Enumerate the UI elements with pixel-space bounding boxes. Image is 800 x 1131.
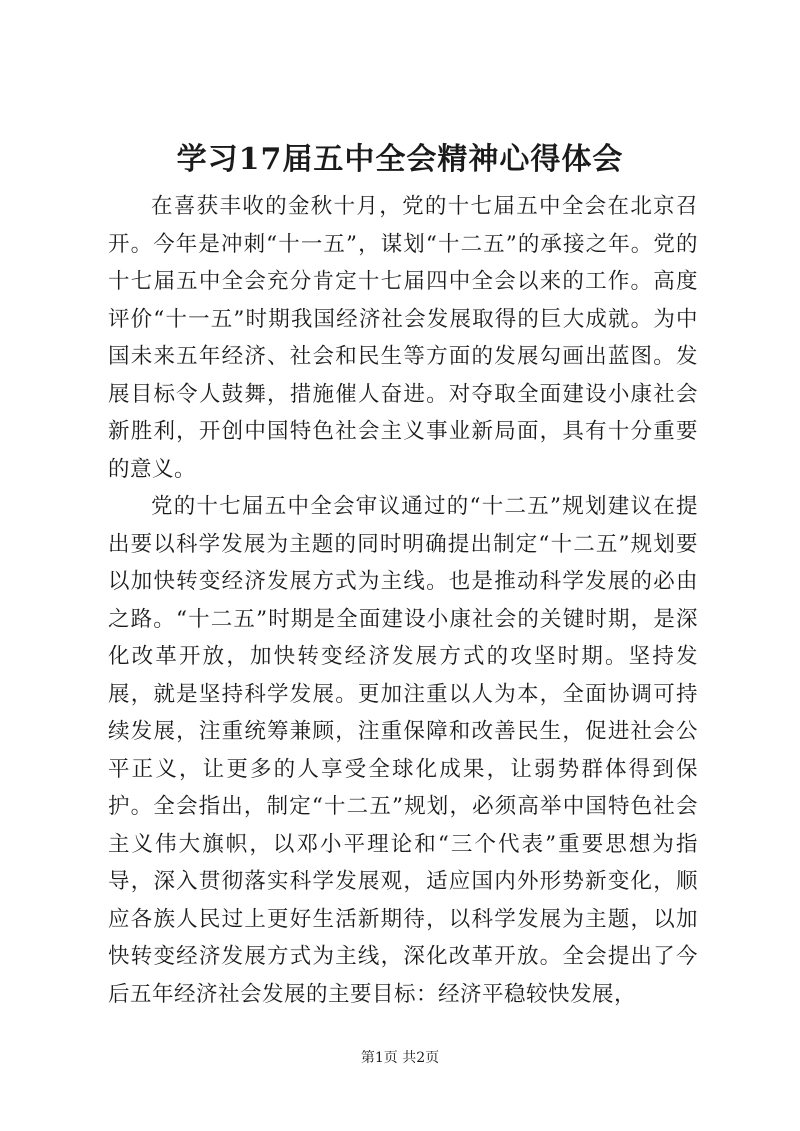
paragraph-2: 党的十七届五中全会审议通过的“十二五”规划建议在提出要以科学发展为主题的同时明确提出制定“十二五”规划要以加快转变经济发展方式为主线。也是推动科学发展的必由之路。“十二五”时期是全面建设小康社会的关键时期，是深化改革开放，加快转变经济发展方式的攻坚时期。坚持发展，就是坚持科学发展。更加注重以人为本，全面协调可持续发展，注重统筹兼顾，注重保障和改善民生，促进社会公平正义，让更多的人享受全球化成果，让弱势群体得到保护。全会指出，制定“十二五”规划，必须高举中国特色社会主义伟大旗帜，以邓小平理论和“三个代表”重要思想为指导，深入贯彻落实科学发展观，适应国内外形势新变化，顺应各族人民过上更好生活新期待，以科学发展为主题，以加快转变经济发展方式为主线，深化改革开放。全会提出了今后五年经济社会发展的主要目标：经济平稳较快发展， <box>108 494 698 1007</box>
page-number-footer: 第1页 共2页 <box>360 1050 440 1066</box>
document-title: 学习17届五中全会精神心得体会 <box>176 142 624 177</box>
document-body <box>108 188 698 1013</box>
paragraph-1: 在喜获丰收的金秋十月，党的十七届五中全会在北京召开。今年是冲刺“十一五”，谋划“十二五”的承接之年。党的十七届五中全会充分肯定十七届四中全会以来的工作。高度评价“十一五”时期我国经济社会发展取得的巨大成就。为中国未来五年经济、社会和民生等方面的发展勾画出蓝图。发展目标令人鼓舞，措施催人奋进。对夺取全面建设小康社会新胜利，开创中国特色社会主义事业新局面，具有十分重要的意义。 <box>108 194 698 482</box>
